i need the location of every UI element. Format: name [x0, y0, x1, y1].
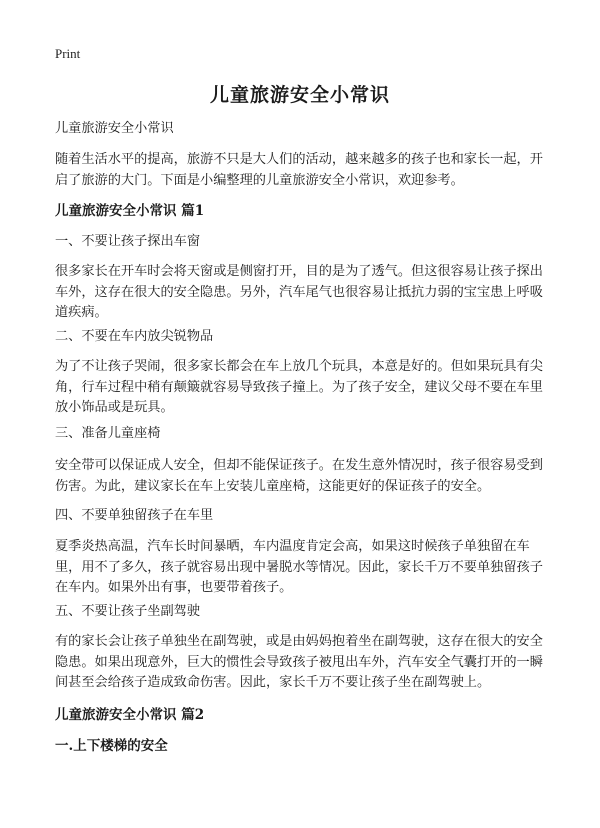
part1-heading: 儿童旅游安全小常识 篇1: [55, 203, 205, 219]
document-subtitle: 儿童旅游安全小常识: [55, 121, 174, 136]
section-body: 夏季炎热高温，汽车长时间暴晒，车内温度肯定会高，如果这时候孩子单独留在车里，用不了多久，孩子就容易出现中暑脱水等情况。因此，家长千万不要单独留孩子在车内。如果外出有事，也要带着孩子。: [55, 539, 543, 595]
section-heading: 五、不要让孩子坐副驾驶: [55, 604, 201, 619]
section-heading: 三、准备儿童座椅: [55, 426, 161, 441]
section-heading: 一、不要让孩子探出车窗: [55, 234, 201, 249]
intro-paragraph: 随着生活水平的提高，旅游不只是大人们的活动，越来越多的孩子也和家长一起，开启了旅游的大门。下面是小编整理的儿童旅游安全小常识，欢迎参考。: [55, 152, 543, 188]
section-body: 为了不让孩子哭闹，很多家长都会在车上放几个玩具，本意是好的。但如果玩具有尖角，行车过程中稍有颠簸就容易导致孩子撞上。为了孩子安全，建议父母不要在车里放小饰品或是玩具。: [55, 359, 543, 415]
section-body: 安全带可以保证成人安全，但却不能保证孩子。在发生意外情况时，孩子很容易受到伤害。为此，建议家长在车上安装儿童座椅，这能更好的保证孩子的安全。: [55, 458, 543, 494]
part2-heading: 儿童旅游安全小常识 篇2: [55, 707, 205, 723]
print-label: Print: [55, 46, 81, 61]
section-body: 很多家长在开车时会将天窗或是侧窗打开，目的是为了透气。但这很容易让孩子探出车外，这存在很大的安全隐患。另外，汽车尾气也很容易让抵抗力弱的宝宝患上呼吸道疾病。: [55, 264, 543, 320]
section-heading: 二、不要在车内放尖锐物品: [55, 329, 214, 344]
part2-sub-heading: 一.上下楼梯的安全: [55, 738, 168, 754]
section-body: 有的家长会让孩子单独坐在副驾驶，或是由妈妈抱着坐在副驾驶，这存在很大的安全隐患。如果出现意外，巨大的惯性会导致孩子被甩出车外，汽车安全气囊打开的一瞬间甚至会给孩子造成致命伤害。因此，家长千万不要让孩子坐在副驾驶上。: [55, 634, 543, 690]
section-heading: 四、不要单独留孩子在车里: [55, 508, 214, 523]
page-title: 儿童旅游安全小常识: [209, 84, 390, 106]
